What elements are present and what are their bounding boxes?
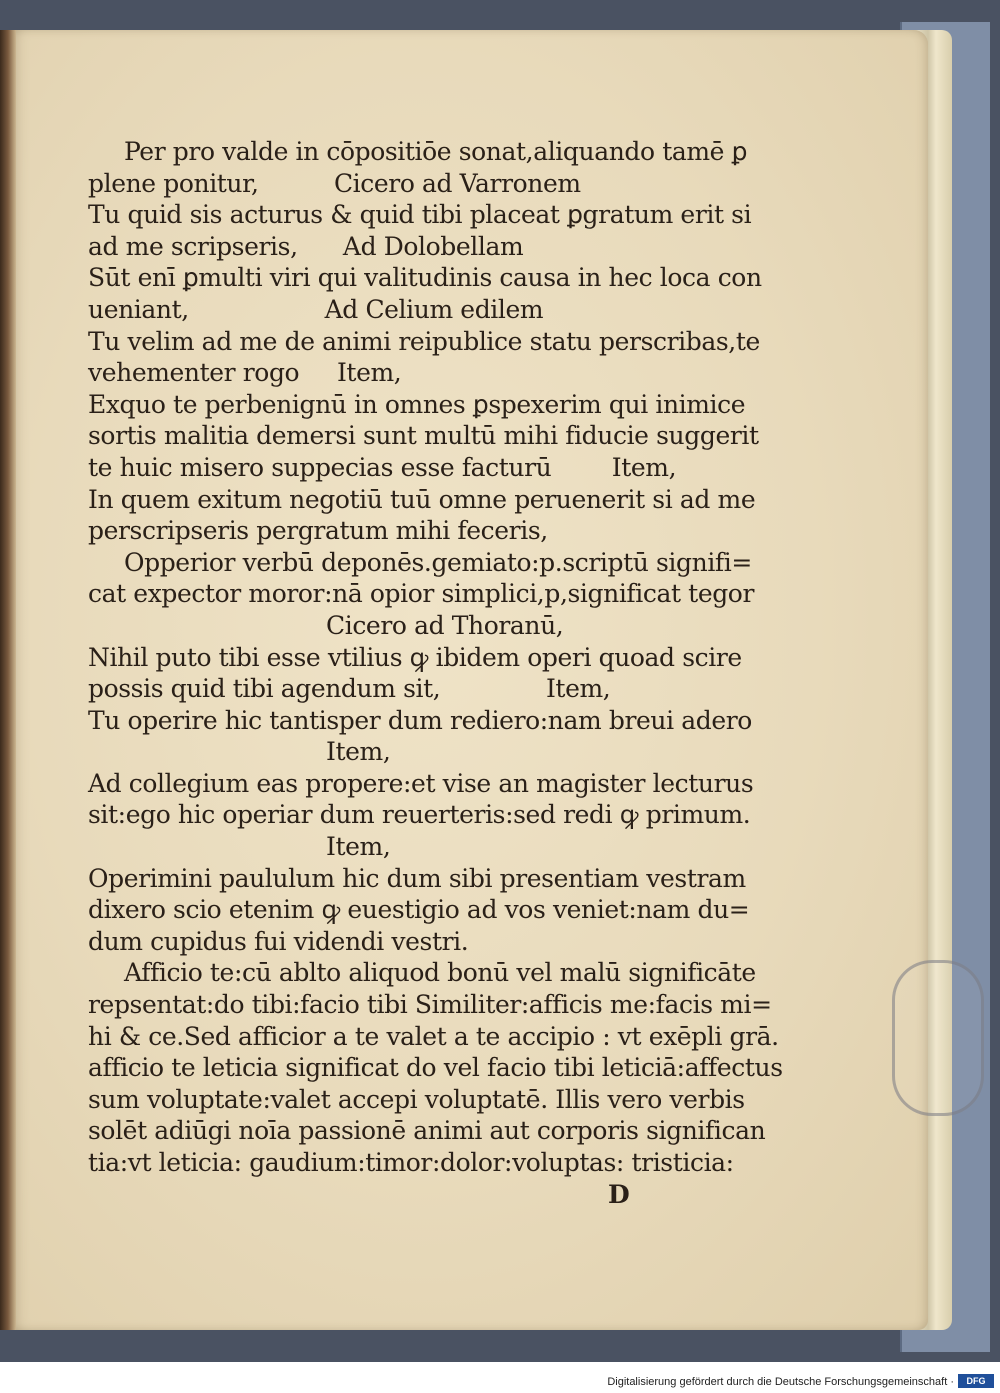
text-line: sit:ego hic operiar dum reuerteris:sed redi ꝙ primum. (88, 800, 751, 830)
text-line: repsentat:do tibi:facio tibi Similiter:afficis me:facis mi= (88, 990, 772, 1020)
text-line: Exquo te perbenignū in omnes ꝑspexerim qui inimice (88, 389, 746, 419)
page-clip (892, 960, 984, 1116)
text-line: ad me scripseris, Ad Dolobellam (88, 231, 524, 261)
text-line: ueniant, Ad Celium edilem (88, 294, 544, 324)
text-line: tia:vt leticia: gaudium:timor:dolor:voluptas: tristicia: (88, 1148, 734, 1177)
signature-mark: D (608, 1179, 630, 1209)
text-line: Tu velim ad me de animi reipublice statu perscribas,te (88, 326, 760, 356)
text-line: Afficio te:cū ablto aliquod bonū vel malū significāte (124, 958, 756, 988)
text-line: Operimini paululum hic dum sibi presentiam vestram (88, 863, 746, 893)
funding-notice: Digitalisierung gefördert durch die Deutsche Forschungsgemeinschaft · (607, 1376, 954, 1388)
text-line: afficio te leticia significat do vel facio tibi leticiā:affectus (88, 1053, 783, 1083)
text-line: dum cupidus fui videndi vestri. (88, 926, 469, 956)
text-line: sum voluptate:valet accepi voluptatē. Illis vero verbis (88, 1084, 745, 1114)
text-line: possis quid tibi agendum sit, Item, (88, 674, 611, 704)
page-gutter (0, 30, 16, 1330)
text-line: dixero scio etenim ꝙ euestigio ad vos veniet:nam du= (88, 895, 750, 925)
text-line: Opperior verbū deponēs.gemiato:p.scriptū signifi= (124, 547, 752, 577)
text-line: Ad collegium eas propere:et vise an magister lecturus (88, 768, 754, 798)
page-text (88, 136, 783, 1210)
text-line: In quem exitum negotiū tuū omne peruenerit si ad me (88, 484, 756, 514)
text-line: plene ponitur, Cicero ad Varronem (88, 168, 581, 198)
text-line: sortis malitia demersi sunt multū mihi fiducie suggerit (88, 421, 759, 451)
text-line: Item, (326, 737, 391, 767)
text-line: Item, (326, 832, 391, 862)
text-line: Sūt enī ꝑmulti viri qui valitudinis causa in hec loca con (88, 263, 762, 293)
text-line: vehementer rogo Item, (88, 358, 402, 388)
text-line: perscripseris pergratum mihi feceris, (88, 516, 548, 546)
text-line: Tu quid sis acturus & quid tibi placeat ꝑgratum erit si (88, 200, 752, 230)
text-line: cat expector moror:nā opior simplici,p,significat tegor (88, 579, 755, 609)
text-line: Tu operire hic tantisper dum rediero:nam breui adero (88, 705, 752, 735)
text-line: Cicero ad Thoranū, (326, 610, 564, 640)
text-line: solēt adiūgi noīa passionē animi aut corporis significan (88, 1116, 766, 1146)
text-line: hi & ce.Sed afficior a te valet a te accipio : vt exēpli grā. (88, 1021, 779, 1051)
text-line: te huic misero suppecias esse facturū Item, (88, 452, 677, 482)
text-line: Per pro valde in cōpositiōe sonat,aliquando tamē ꝑ (124, 137, 748, 166)
dfg-logo: DFG (958, 1374, 994, 1388)
text-line: Nihil puto tibi esse vtilius ꝙ ibidem operi quoad scire (88, 642, 742, 672)
